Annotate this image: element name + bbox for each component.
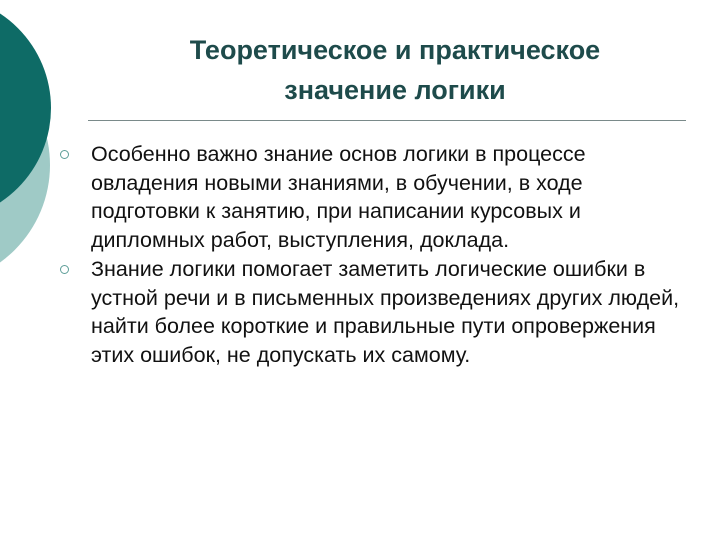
bullet-list	[60, 140, 690, 370]
slide-title-line-2: значение логики	[284, 75, 506, 105]
circle-bullet-icon	[60, 265, 69, 274]
bullet-item	[60, 255, 690, 369]
slide-title-line-1: Теоретическое и практическое	[189, 35, 601, 65]
circle-bullet-icon	[60, 150, 69, 159]
slide-title	[100, 30, 690, 110]
title-divider	[88, 120, 686, 121]
bullet-item	[60, 140, 690, 254]
bullet-text: Знание логики помогает заметить логические ошибки в устной речи и в письменных произведениях других людей, найти более короткие и правильные пути опровержения этих ошибок, не допускать их самому.	[91, 257, 680, 367]
bullet-text: Особенно важно знание основ логики в процессе овладения новыми знаниями, в обучении, в ходе подготовки к занятию, при написании курсовых и дипломных работ, выступления, доклада.	[91, 142, 586, 252]
